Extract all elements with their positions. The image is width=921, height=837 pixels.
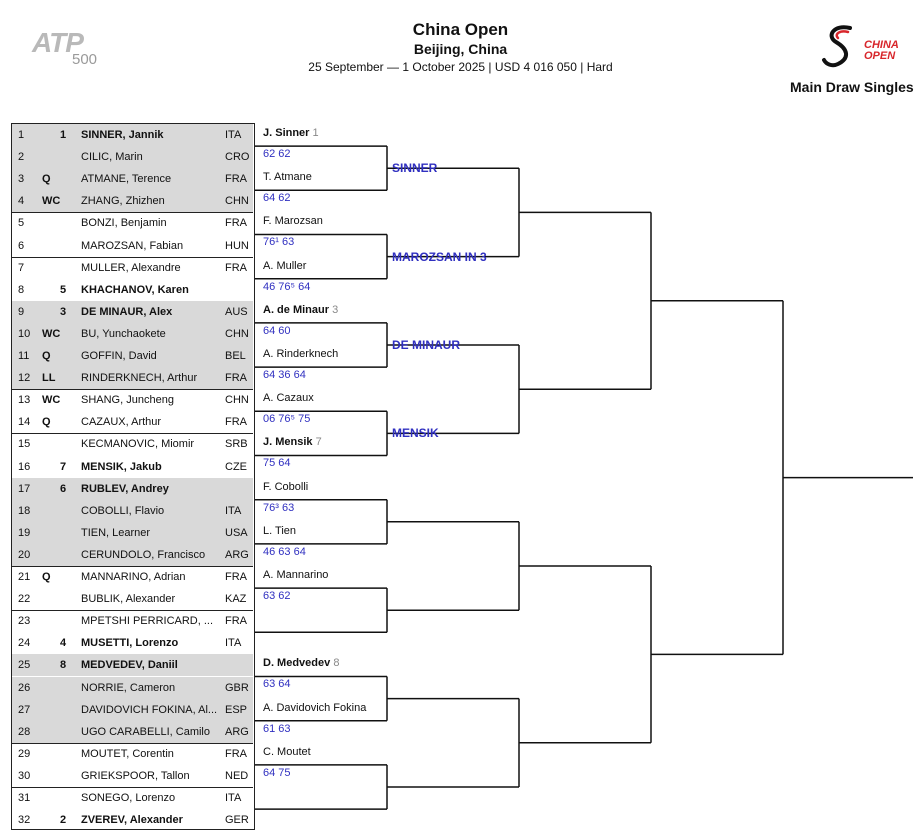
player-name: MUSETTI, Lorenzo <box>81 637 179 650</box>
player-name: MENSIK, Jakub <box>81 460 162 473</box>
round3-winner: SINNER <box>392 161 438 176</box>
player-name: DE MINAUR, Alex <box>81 305 173 318</box>
round2-player <box>263 481 308 494</box>
draw-position: 13 <box>18 394 31 407</box>
player-name: GOFFIN, David <box>81 350 157 362</box>
entry-type: Q <box>42 350 51 362</box>
draw-position: 31 <box>18 792 31 804</box>
seed-number: 6 <box>60 482 67 495</box>
draw-position: 25 <box>18 659 31 672</box>
round2-player-name: F. Cobolli <box>263 480 309 493</box>
player-name: KHACHANOV, Karen <box>81 283 189 296</box>
country-code: ITA <box>225 504 242 517</box>
draw-position: 17 <box>18 482 31 495</box>
seed-number: 4 <box>60 637 67 650</box>
entry-type: WC <box>42 195 61 208</box>
draw-position: 26 <box>18 681 31 694</box>
seed-number: 2 <box>60 814 67 827</box>
round2-seed: 3 <box>332 303 339 316</box>
round2-score: 64 60 <box>263 324 291 337</box>
seed-number: 5 <box>60 283 67 296</box>
draw-position: 7 <box>18 261 25 274</box>
seed-number: 8 <box>60 659 67 672</box>
country-code: GBR <box>225 681 249 694</box>
country-code: NED <box>225 769 249 782</box>
round2-player-name: C. Moutet <box>263 745 311 758</box>
draw-position: 8 <box>18 283 25 296</box>
player-name: MPETSHI PERRICARD, ... <box>81 615 214 628</box>
draw-position: 30 <box>18 769 31 782</box>
draw-type-label: Main Draw Singles <box>790 79 914 95</box>
player-name: MULLER, Alexandre <box>81 261 181 274</box>
round2-player-name: F. Marozsan <box>263 215 323 228</box>
draw-position: 5 <box>18 217 25 230</box>
round3-winner: MENSIK <box>392 426 439 441</box>
country-code: CRO <box>225 151 250 164</box>
round2-player-name: A. Rinderknech <box>263 348 339 360</box>
player-name: BUBLIK, Alexander <box>81 593 176 606</box>
round2-score: 63 64 <box>263 678 291 691</box>
seed-number: 7 <box>60 460 67 473</box>
draw-position: 20 <box>18 548 31 561</box>
player-name: MANNARINO, Adrian <box>81 571 186 583</box>
round2-seed: 8 <box>333 657 340 670</box>
draw-position: 19 <box>18 526 31 539</box>
player-name: ZHANG, Zhizhen <box>81 195 165 208</box>
player-name: SHANG, Juncheng <box>81 394 174 407</box>
round2-player-name: A. Mannarino <box>263 569 329 581</box>
player-name: CERUNDOLO, Francisco <box>81 548 206 561</box>
round3-winner: DE MINAUR <box>392 338 460 352</box>
country-code: SRB <box>225 438 248 451</box>
entry-type: WC <box>42 327 61 340</box>
country-code: ITA <box>225 129 242 141</box>
country-code: FRA <box>225 372 247 385</box>
country-code: GER <box>225 814 249 827</box>
draw-position: 2 <box>18 151 25 164</box>
atp-logo-text: ATP <box>32 27 83 58</box>
country-code: CHN <box>225 195 249 208</box>
player-name: ZVEREV, Alexander <box>81 814 183 827</box>
round2-player <box>263 304 338 317</box>
country-code: ARG <box>225 548 249 561</box>
round2-score: 76³ 63 <box>263 501 295 514</box>
round2-score: 64 75 <box>263 766 291 779</box>
round2-score: 46 63 64 <box>263 545 306 558</box>
player-name: RINDERKNECH, Arthur <box>81 372 198 385</box>
player-name: MAROZSAN, Fabian <box>81 239 184 252</box>
entry-type: Q <box>42 173 51 186</box>
round2-player-name: T. Atmane <box>263 171 312 184</box>
country-code: BEL <box>225 350 246 362</box>
round2-player-name: L. Tien <box>263 524 297 537</box>
round2-player-name: J. Mensik <box>263 436 313 449</box>
round2-score: 62 62 <box>263 148 291 160</box>
round2-player <box>263 525 296 538</box>
draw-position: 12 <box>18 372 31 385</box>
tournament-title: China Open <box>412 20 509 39</box>
country-code: USA <box>225 526 248 539</box>
draw-position: 6 <box>18 239 25 252</box>
draw-position: 3 <box>18 173 25 186</box>
round2-player <box>263 127 319 140</box>
player-name: KECMANOVIC, Miomir <box>81 438 195 451</box>
country-code: KAZ <box>225 593 247 606</box>
round2-score: 64 36 64 <box>263 369 306 381</box>
country-code: FRA <box>225 416 247 429</box>
country-code: CHN <box>225 394 249 407</box>
country-code: FRA <box>225 615 247 628</box>
tournament-details: 25 September — 1 October 2025 | USD 4 016 050 | Hard <box>308 60 613 74</box>
draw-position: 16 <box>18 460 31 473</box>
atp-tier-text: 500 <box>72 51 98 68</box>
draw-position: 29 <box>18 747 31 760</box>
player-name: GRIEKSPOOR, Tallon <box>81 769 190 782</box>
player-name: NORRIE, Cameron <box>81 681 176 694</box>
draw-position: 21 <box>18 571 31 583</box>
draw-position: 11 <box>18 350 30 362</box>
round2-score: 64 62 <box>263 192 291 205</box>
country-code: FRA <box>225 173 247 186</box>
round2-player-name: J. Sinner <box>263 127 310 139</box>
round2-seed: 1 <box>312 127 319 139</box>
round2-player <box>263 569 328 582</box>
country-code: FRA <box>225 261 247 274</box>
player-name: DAVIDOVICH FOKINA, Al... <box>81 703 218 716</box>
round2-seed: 7 <box>315 436 322 449</box>
draw-position: 18 <box>18 504 31 517</box>
player-name: COBOLLI, Flavio <box>81 504 165 517</box>
round2-player <box>263 657 339 670</box>
country-code: HUN <box>225 239 249 252</box>
round2-player <box>263 215 323 228</box>
player-name: SONEGO, Lorenzo <box>81 792 176 804</box>
draw-position: 4 <box>18 195 25 208</box>
round2-player <box>263 702 366 715</box>
round2-score: 46 76⁵ 64 <box>263 280 311 293</box>
draw-position: 24 <box>18 637 31 650</box>
player-name: UGO CARABELLI, Camilo <box>81 725 210 738</box>
round2-score: 06 76⁵ 75 <box>263 413 311 426</box>
entry-type: LL <box>42 372 56 385</box>
country-code: CHN <box>225 327 249 340</box>
player-name: MEDVEDEV, Daniil <box>81 659 178 672</box>
country-code: ITA <box>225 792 242 804</box>
country-code: ITA <box>225 637 242 650</box>
country-code: CZE <box>225 460 247 473</box>
entry-type: WC <box>42 394 61 407</box>
country-code: FRA <box>225 571 247 583</box>
draw-position: 22 <box>18 593 31 606</box>
tournament-location: Beijing, China <box>413 41 508 57</box>
player-name: ATMANE, Terence <box>81 173 172 186</box>
draw-position: 28 <box>18 725 31 738</box>
round2-player-name: D. Medvedev <box>263 657 331 670</box>
round2-player <box>263 746 311 759</box>
draw-position: 23 <box>18 615 31 628</box>
round3-winner: MAROZSAN IN 3 <box>392 249 487 264</box>
player-name: BU, Yunchaokete <box>81 327 166 340</box>
seed-number: 3 <box>60 305 67 318</box>
round2-player <box>263 436 322 449</box>
draw-position: 32 <box>18 814 31 827</box>
round2-player <box>263 260 306 273</box>
player-name: RUBLEV, Andrey <box>81 482 169 495</box>
draw-position: 9 <box>18 305 25 318</box>
player-name: MOUTET, Corentin <box>81 747 174 760</box>
round2-score: 76¹ 63 <box>263 236 295 249</box>
player-name: CILIC, Marin <box>81 151 143 164</box>
round2-player-name: A. de Minaur <box>263 303 330 316</box>
player-name: TIEN, Learner <box>81 526 151 539</box>
round2-player-name: A. Muller <box>263 259 307 272</box>
player-name: BONZI, Benjamin <box>81 217 167 230</box>
draw-position: 1 <box>18 129 25 141</box>
round2-player-name: A. Davidovich Fokina <box>263 701 367 714</box>
entry-type: Q <box>42 571 51 583</box>
round2-score: 75 64 <box>263 457 291 470</box>
entry-type: Q <box>42 416 51 429</box>
draw-position: 14 <box>18 416 31 429</box>
round2-player-name: A. Cazaux <box>263 392 314 405</box>
country-code: AUS <box>225 305 248 318</box>
country-code: ESP <box>225 703 248 716</box>
draw-position: 15 <box>18 438 31 451</box>
round2-score: 63 62 <box>263 590 291 602</box>
china-open-logo-text: CHINA OPEN <box>864 39 899 62</box>
country-code: FRA <box>225 747 247 760</box>
round2-player <box>263 171 312 184</box>
country-code: ARG <box>225 725 249 738</box>
round2-score: 61 63 <box>263 722 291 735</box>
player-name: SINNER, Jannik <box>81 129 164 141</box>
round2-player <box>263 348 338 361</box>
draw-position: 27 <box>18 703 31 716</box>
country-code: FRA <box>225 217 247 230</box>
round2-player <box>263 392 314 405</box>
seed-number: 1 <box>60 129 67 141</box>
draw-position: 10 <box>18 327 31 340</box>
player-name: CAZAUX, Arthur <box>81 416 162 429</box>
